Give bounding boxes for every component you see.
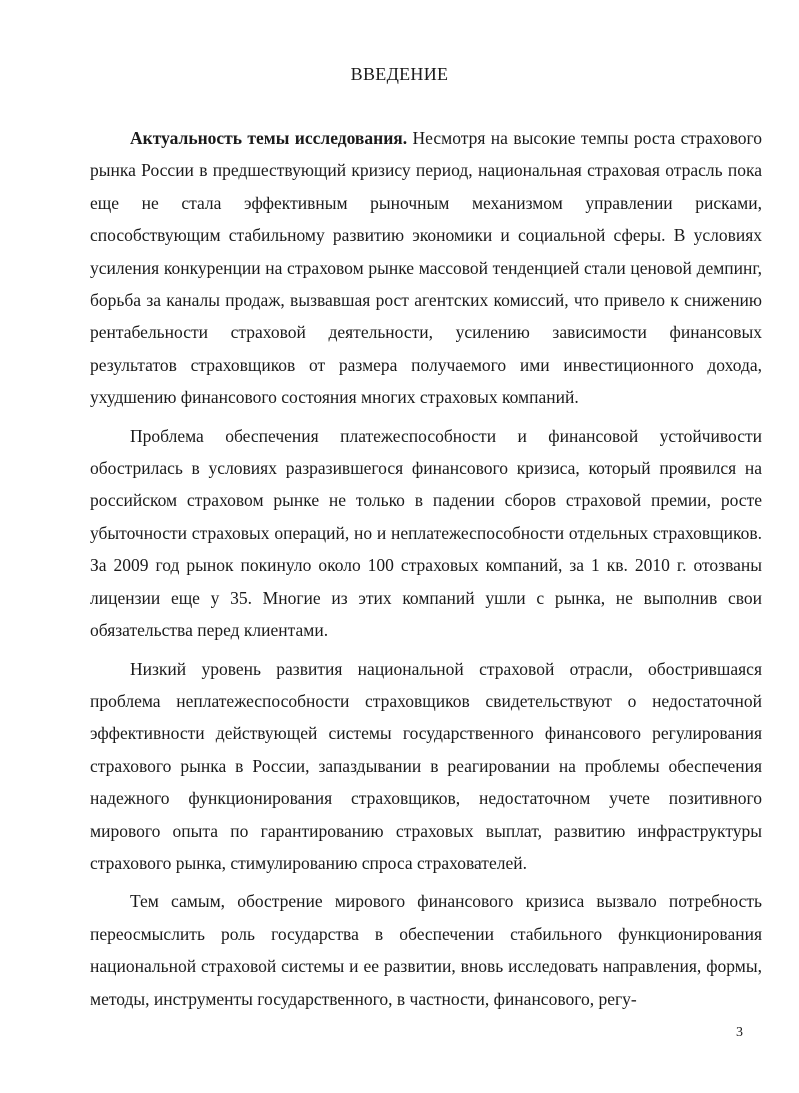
- section-heading: ВВЕДЕНИЕ: [350, 64, 449, 84]
- paragraph-relevance: [90, 122, 762, 414]
- body-text: [90, 122, 762, 1015]
- paragraph-crisis: Тем самым, обострение мирового финансового кризиса вызвало потребность переосмыслить роль государства в обеспечении стабильного функционирования национальной страховой системы и ее развитии, вновь исследовать направления, формы, методы, инструменты государственного, в частности, финансового, регу-: [90, 891, 762, 1009]
- paragraph-regulation: Низкий уровень развития национальной страховой отрасли, обострившаяся проблема неплатежеспособности страховщиков свидетельствуют о недостаточной эффективности действующей системы государственного финансового регулирования страхового рынка в России, запаздывании в реагировании на проблемы обеспечения надежного функционирования страховщиков, недостаточном учете позитивного мирового опыта по гарантированию страховых выплат, развитию инфраструктуры страхового рынка, стимулированию спроса страхователей.: [90, 658, 762, 873]
- page-number: 3: [736, 1025, 743, 1040]
- paragraph-text: Несмотря на высокие темпы роста страхового рынка России в предшествующий кризису период, национальная страховая отрасль пока еще не стала эффективным рыночным механизмом управлении рисками, способствующим стабильному развитию экономики и социальной сферы. В условиях усиления конкуренции на страховом рынке массовой тенденцией стали ценовой демпинг, борьба за каналы продаж, вызвавшая рост агентских комиссий, что привело к снижению рентабельности страховой деятельности, усилению зависимости финансовых результатов страховщиков от размера получаемого ими инвестиционного дохода, ухудшению финансового состояния многих страховых компаний.: [90, 128, 762, 408]
- paragraph-lead: Актуальность темы исследования.: [130, 128, 408, 148]
- paragraph-solvency: Проблема обеспечения платежеспособности и финансовой устойчивости обострилась в условиях разразившегося финансового кризиса, который проявился на российском страховом рынке не только в падении сборов страховой премии, росте убыточности страховых операций, но и неплатежеспособности отдельных страховщиков. За 2009 год рынок покинуло около 100 страховых компаний, за 1 кв. 2010 г. отозваны лицензии еще у 35. Многие из этих компаний ушли с рынка, не выполнив свои обязательства перед клиентами.: [90, 425, 762, 641]
